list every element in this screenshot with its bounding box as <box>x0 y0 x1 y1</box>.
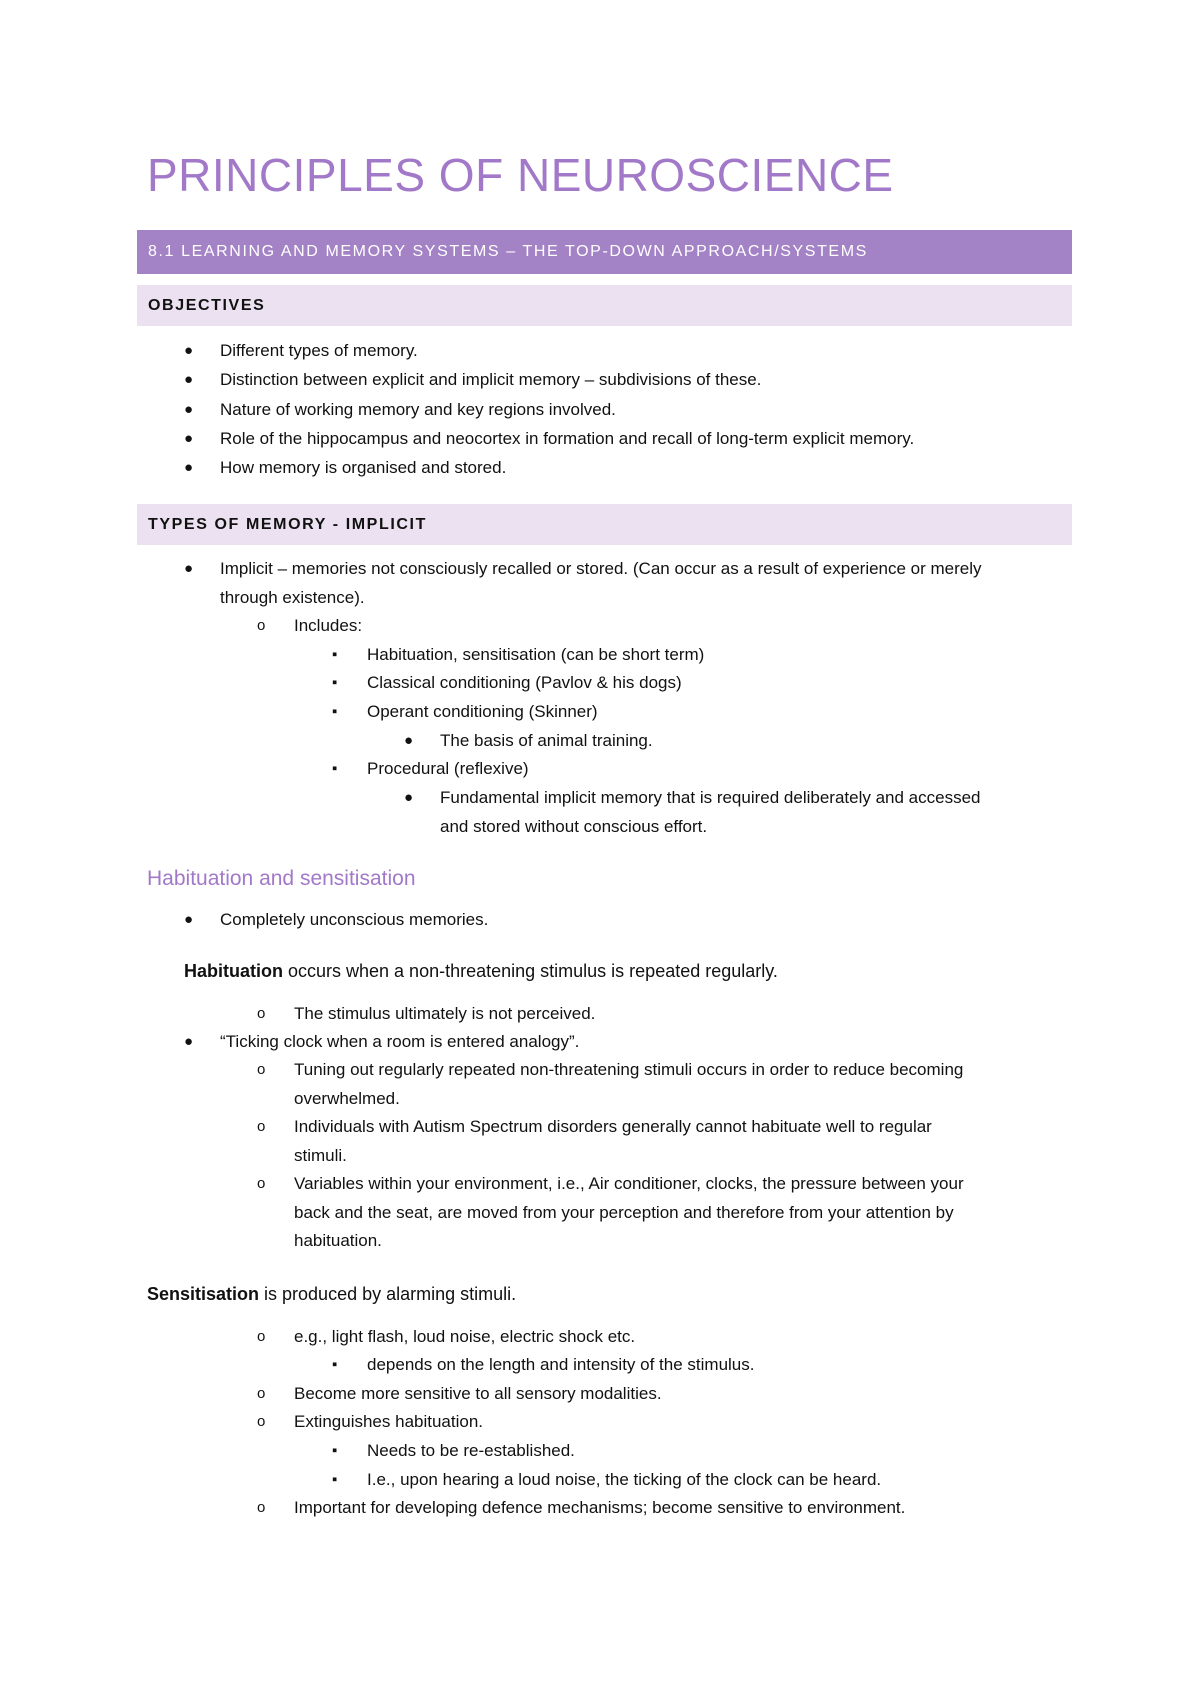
habituation-term: Habituation <box>184 961 283 981</box>
implicit-type-item: Operant conditioning (Skinner) <box>367 702 598 721</box>
sensitisation-definition-text: is produced by alarming stimuli. <box>259 1284 517 1304</box>
circle-marker: o <box>257 617 266 634</box>
objective-item: Nature of working memory and key regions involved. <box>220 400 616 419</box>
sensitisation-sub-item: Become more sensitive to all sensory modalities. <box>294 1384 662 1403</box>
habituation-sub-item: overwhelmed. <box>294 1089 400 1108</box>
implicit-sub-item: Fundamental implicit memory that is required deliberately and accessed <box>440 788 981 807</box>
sensitisation-sub-sub-item: Needs to be re-established. <box>367 1441 575 1460</box>
implicit-type-item: Habituation, sensitisation (can be short term) <box>367 645 705 664</box>
implicit-sub-item: and stored without conscious effort. <box>440 817 708 836</box>
habituation-sub-item: back and the seat, are moved from your perception and therefore from your attention by <box>294 1203 954 1222</box>
square-marker: ▪ <box>332 646 338 663</box>
sensitisation-sub-item: Important for developing defence mechanisms; become sensitive to environment. <box>294 1498 906 1517</box>
objectives-heading-band <box>137 285 1072 326</box>
circle-marker: o <box>257 1175 266 1192</box>
sensitisation-term: Sensitisation <box>147 1284 260 1304</box>
objective-item: Different types of memory. <box>220 341 418 360</box>
bullet-marker: ● <box>184 430 194 447</box>
sensitisation-sub-sub-item: depends on the length and intensity of the stimulus. <box>367 1355 755 1374</box>
sensitisation-sub-item: Extinguishes habituation. <box>294 1412 484 1431</box>
implicit-definition-line: through existence). <box>220 588 365 607</box>
section-heading-band <box>137 230 1072 274</box>
bullet-marker: ● <box>184 560 194 577</box>
habituation-subheading: Habituation and sensitisation <box>147 867 416 890</box>
square-marker: ▪ <box>332 760 338 777</box>
habituation-sub-item: Tuning out regularly repeated non-threatening stimuli occurs in order to reduce becoming <box>294 1060 964 1079</box>
implicit-definition-line: Implicit – memories not consciously recalled or stored. (Can occur as a result of experience or merely <box>220 559 982 578</box>
bullet-marker: ● <box>184 342 194 359</box>
square-marker: ▪ <box>332 703 338 720</box>
section-heading: 8.1 LEARNING AND MEMORY SYSTEMS – THE TOP-DOWN APPROACH/SYSTEMS <box>148 243 868 260</box>
habituation-bullet: Completely unconscious memories. <box>220 910 489 929</box>
includes-label: Includes: <box>294 616 363 635</box>
sensitisation-sub-item: e.g., light flash, loud noise, electric shock etc. <box>294 1327 636 1346</box>
bullet-marker: ● <box>184 401 194 418</box>
bullet-marker: ● <box>184 371 194 388</box>
bullet-marker: ● <box>404 789 414 806</box>
bullet-marker: ● <box>404 732 414 749</box>
square-marker: ▪ <box>332 674 338 691</box>
habituation-definition-text: occurs when a non-threatening stimulus is repeated regularly. <box>283 961 778 981</box>
bullet-marker: ● <box>184 911 194 928</box>
types-implicit-heading: TYPES OF MEMORY - IMPLICIT <box>148 516 427 533</box>
implicit-sub-item: The basis of animal training. <box>440 731 653 750</box>
types-implicit-heading-band <box>137 504 1072 545</box>
implicit-type-item: Procedural (reflexive) <box>367 759 529 778</box>
circle-marker: o <box>257 1328 266 1345</box>
objectives-heading: OBJECTIVES <box>148 297 266 314</box>
circle-marker: o <box>257 1499 266 1516</box>
habituation-sub-item: habituation. <box>294 1231 382 1250</box>
implicit-type-item: Classical conditioning (Pavlov & his dogs) <box>367 673 682 692</box>
habituation-sub-item: Variables within your environment, i.e., Air conditioner, clocks, the pressure between your <box>294 1174 964 1193</box>
circle-marker: o <box>257 1118 266 1135</box>
sensitisation-definition <box>147 1283 516 1305</box>
habituation-bullet: “Ticking clock when a room is entered analogy”. <box>220 1032 580 1051</box>
habituation-sub-item: stimuli. <box>294 1146 347 1165</box>
circle-marker: o <box>257 1413 266 1430</box>
document-title: PRINCIPLES OF NEUROSCIENCE <box>147 149 894 201</box>
habituation-definition <box>184 960 778 982</box>
bullet-marker: ● <box>184 1033 194 1050</box>
objective-item: How memory is organised and stored. <box>220 458 507 477</box>
circle-marker: o <box>257 1385 266 1402</box>
habituation-sub-item: The stimulus ultimately is not perceived. <box>294 1004 596 1023</box>
circle-marker: o <box>257 1061 266 1078</box>
objective-item: Role of the hippocampus and neocortex in formation and recall of long-term explicit memory. <box>220 429 915 448</box>
sensitisation-sub-sub-item: I.e., upon hearing a loud noise, the ticking of the clock can be heard. <box>367 1470 882 1489</box>
objective-item: Distinction between explicit and implicit memory – subdivisions of these. <box>220 370 762 389</box>
square-marker: ▪ <box>332 1442 338 1459</box>
circle-marker: o <box>257 1005 266 1022</box>
square-marker: ▪ <box>332 1356 338 1373</box>
habituation-sub-item: Individuals with Autism Spectrum disorders generally cannot habituate well to regular <box>294 1117 932 1136</box>
square-marker: ▪ <box>332 1471 338 1488</box>
bullet-marker: ● <box>184 459 194 476</box>
